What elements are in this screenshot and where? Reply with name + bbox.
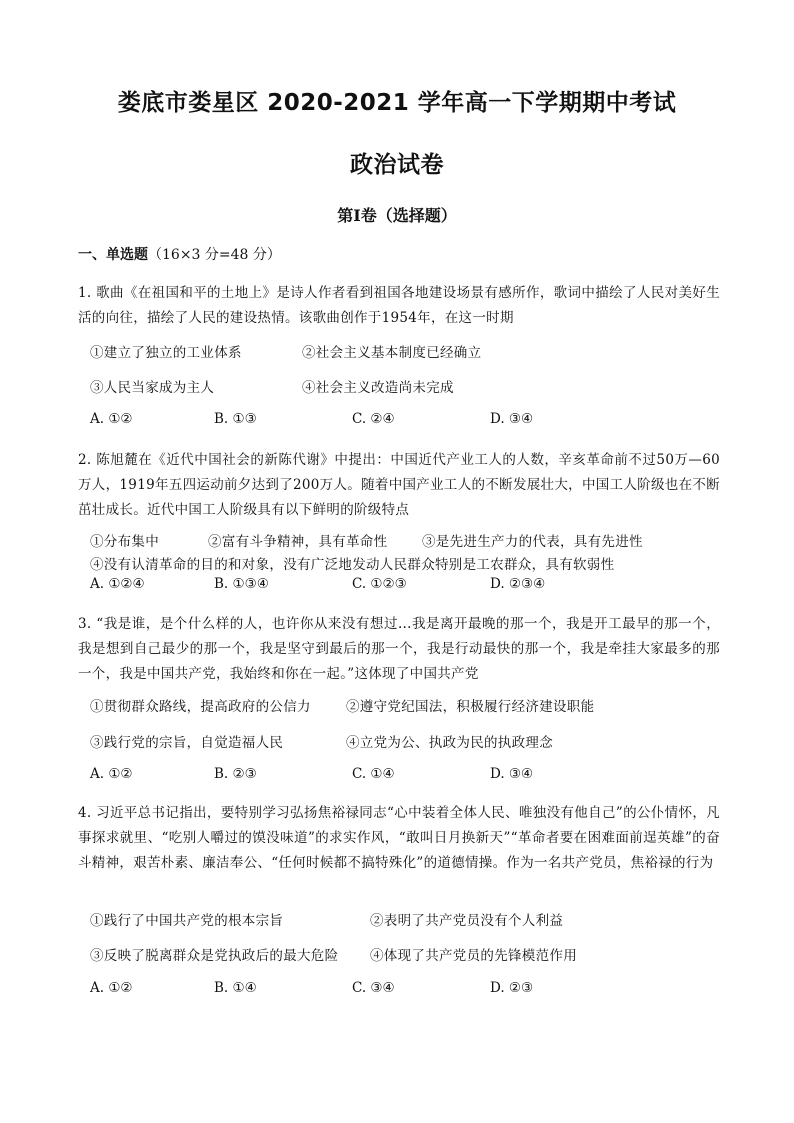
question-4-option-4: ④体现了共产党员的先锋模范作用	[370, 948, 577, 964]
question-2-option-4: ④没有认清革命的目的和对象，没有广泛地发动人民群众特别是工农群众，具有软弱性	[90, 557, 615, 573]
question-4-answer-c: C. ③④	[352, 980, 395, 996]
question-4-answer-d: D. ②③	[490, 980, 534, 996]
question-2-option-1: ①分布集中	[90, 534, 159, 550]
question-4-answer-a: A. ①②	[90, 980, 133, 996]
question-2-option-3: ③是先进生产力的代表，具有先进性	[422, 534, 643, 550]
question-1-option-4: ④社会主义改造尚未完成	[302, 380, 454, 396]
question-2-answer-a: A. ①②④	[90, 576, 145, 592]
question-3-option-3: ③践行党的宗旨，自觉造福人民	[90, 735, 284, 751]
question-1-answer-c: C. ②④	[352, 411, 395, 427]
question-3-option-4: ④立党为公、执政为民的执政理念	[346, 735, 553, 751]
question-2-answer-c: C. ①②③	[352, 576, 407, 592]
question-4-option-3: ③反映了脱离群众是党执政后的最大危险	[90, 948, 339, 964]
question-1-option-1: ①建立了独立的工业体系	[90, 345, 242, 361]
question-1-option-2: ②社会主义基本制度已经确立	[302, 345, 482, 361]
section-label: 一、单选题	[78, 247, 148, 263]
exam-title: 娄底市娄星区 2020-2021 学年高一下学期期中考试	[117, 90, 677, 116]
question-3-answer-a: A. ①②	[90, 766, 133, 782]
question-4-option-2: ②表明了共产党员没有个人利益	[370, 913, 564, 929]
question-3-stem: 3. “我是谁，是个什么样的人，也许你从来没有想过...我是离开最晚的那一个，我是开工最早的那一个，我是想到自己最少的那一个，我是坚守到最后的那一个，我是行动最快的那一个，我是牵挂大家最多的那一个，我是中国共产党，我始终和你在一起。”这体现了中国共产党	[78, 616, 720, 682]
question-3-answer-b: B. ②③	[214, 766, 257, 782]
question-1-answer-b: B. ①③	[214, 411, 257, 427]
section-heading	[78, 244, 281, 264]
question-1-option-3: ③人民当家成为主人	[90, 380, 215, 396]
question-3-answer-d: D. ③④	[490, 766, 534, 782]
part-title: 第Ⅰ卷（选择题）	[337, 206, 457, 225]
question-1-stem: 1. 歌曲《在祖国和平的土地上》是诗人作者看到祖国各地建设场景有感所作，歌词中描绘了人民对美好生活的向往，描绘了人民的建设热情。该歌曲创作于1954年，在这一时期	[78, 285, 720, 326]
question-1-answer-a: A. ①②	[90, 411, 133, 427]
section-scoring: （16×3 分=48 分）	[148, 247, 281, 263]
question-3-option-2: ②遵守党纪国法，积极履行经济建设职能	[346, 699, 595, 715]
question-4-option-1: ①践行了中国共产党的根本宗旨	[90, 913, 284, 929]
question-2-option-2: ②富有斗争精神，具有革命性	[208, 534, 388, 550]
question-1-answer-d: D. ③④	[490, 411, 534, 427]
question-3-option-1: ①贯彻群众路线，提高政府的公信力	[90, 699, 311, 715]
question-2-stem: 2. 陈旭麓在《近代中国社会的新陈代谢》中提出：中国近代产业工人的人数，辛亥革命前不过50万—60万人，1919年五四运动前夕达到了200万人。随着中国产业工人的不断发展壮大，中国工人阶级也在不断茁壮成长。近代中国工人阶级具有以下鲜明的阶级特点	[78, 452, 720, 518]
question-4-answer-b: B. ①④	[214, 980, 257, 996]
question-4-stem: 4. 习近平总书记指出，要特别学习弘扬焦裕禄同志“心中装着全体人民、唯独没有他自己”的公仆情怀，凡事探求就里、“吃别人嚼过的馍没味道”的求实作风，“敢叫日月换新天”“革命者要在困难面前逞英雄”的奋斗精神，艰苦朴素、廉洁奉公、“任何时候都不搞特殊化”的道德情操。作为一名共产党员，焦裕禄的行为	[78, 805, 720, 871]
question-2-answer-d: D. ②③④	[490, 576, 546, 592]
question-2-answer-b: B. ①③④	[214, 576, 269, 592]
question-3-answer-c: C. ①④	[352, 766, 395, 782]
subject-title: 政治试卷	[350, 152, 444, 178]
